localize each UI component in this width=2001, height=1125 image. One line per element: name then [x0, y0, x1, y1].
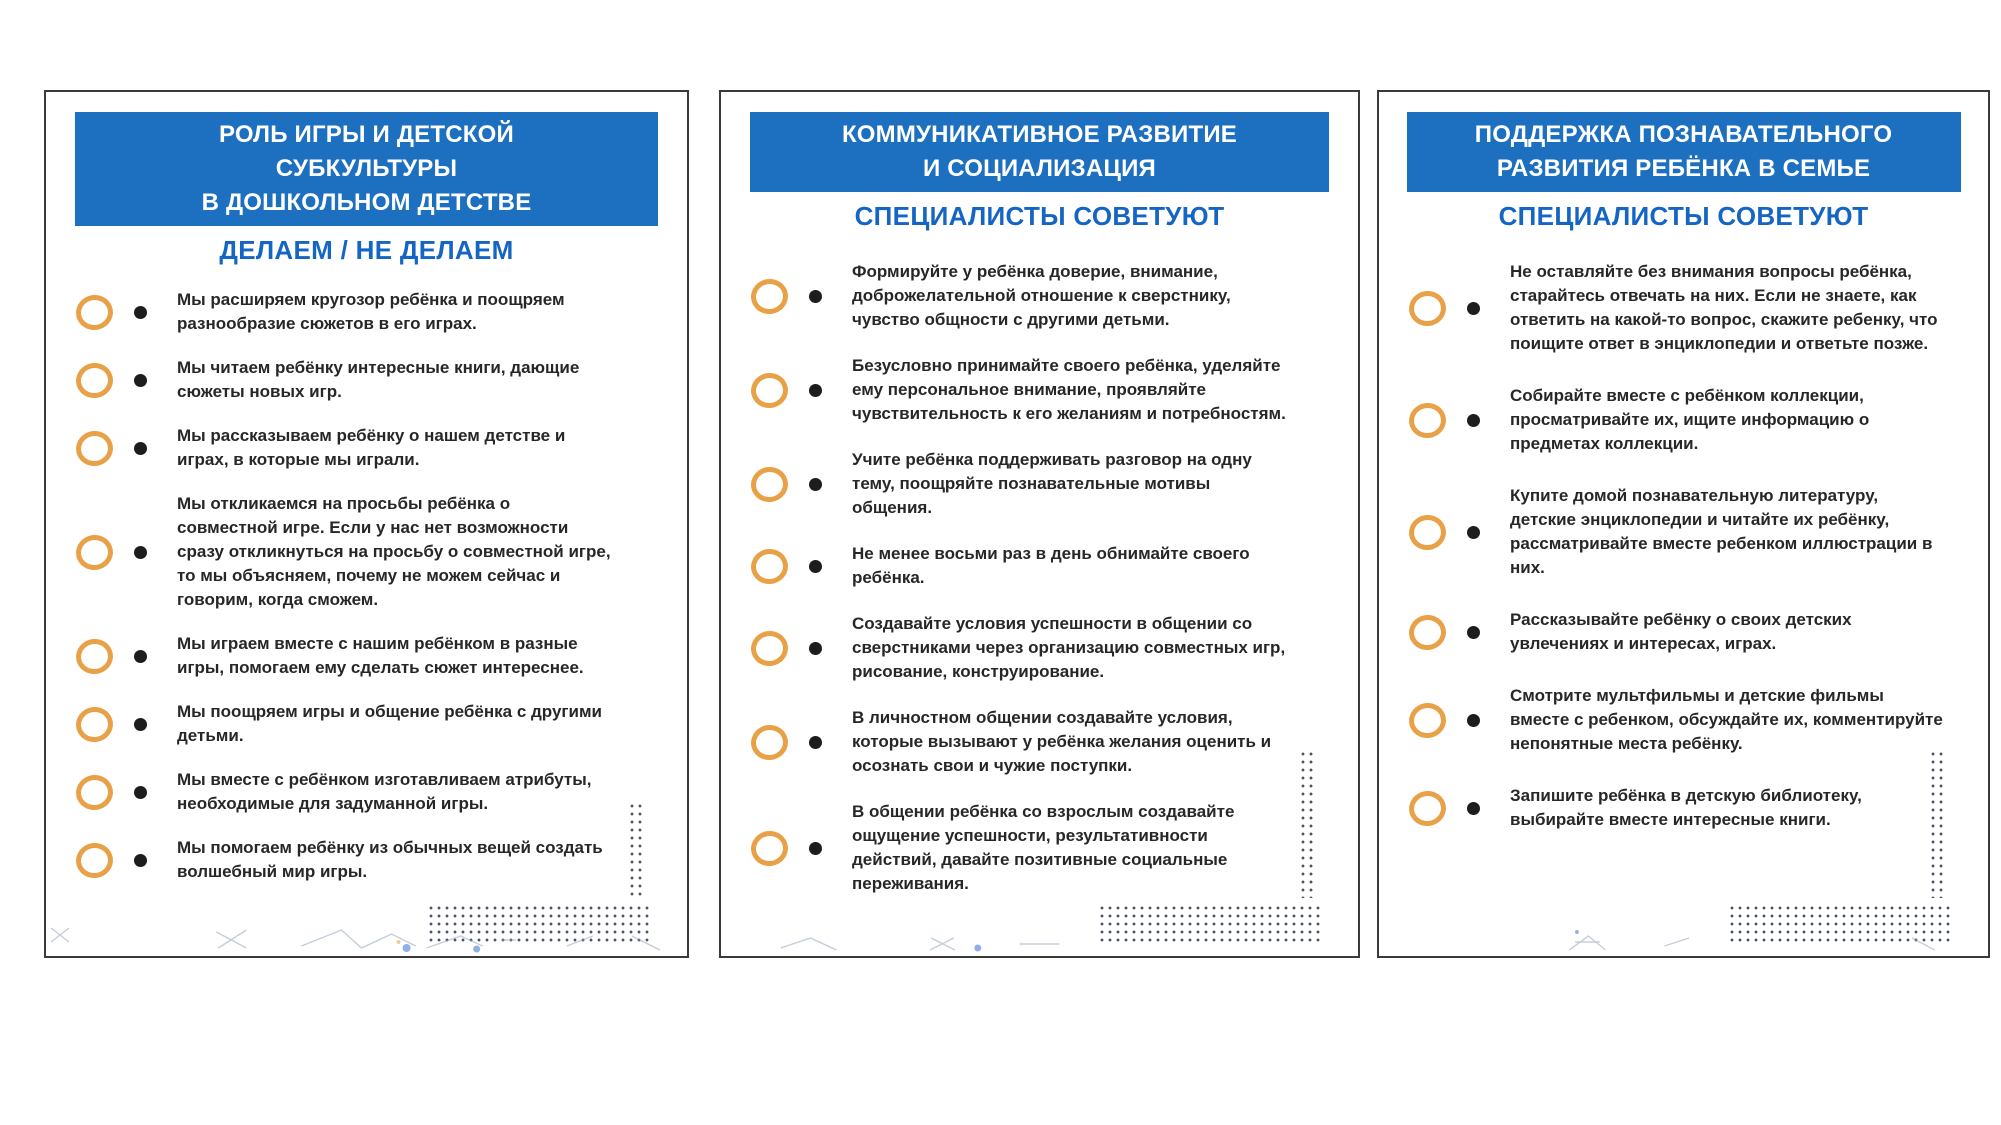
item-text: Формируйте у ребёнка доверие, внимание, доброжелательной отношение к сверстнику, чувство общности с другими детьми. — [852, 262, 1231, 329]
item-text: Мы рассказываем ребёнку о нашем детстве и играх, в которые мы играли. — [177, 426, 566, 469]
circle-outline-icon — [74, 360, 116, 400]
item-text: Безусловно принимайте своего ребёнка, уделяйте ему персональное внимание, проявляйте чувствительность к его желаниям и потребностям. — [852, 356, 1286, 423]
dot-icon — [809, 736, 822, 749]
circle-outline-icon — [74, 532, 116, 572]
circle-outline-icon — [1407, 400, 1449, 440]
dot-icon — [1467, 526, 1480, 539]
item-text: Учите ребёнка поддерживать разговор на одну тему, поощряйте познавательные мотивы общения. — [852, 450, 1252, 517]
dotted-grid-decoration — [1927, 748, 1944, 898]
item-marker — [76, 639, 177, 674]
list-item — [76, 768, 687, 816]
faint-sketch-decoration — [1379, 918, 1988, 954]
item-text: Собирайте вместе с ребёнком коллекции, просматривайте их, ищите информацию о предметах коллекции. — [1510, 386, 1870, 453]
item-marker — [76, 535, 177, 570]
dot-icon — [134, 374, 147, 387]
circle-outline-icon — [749, 370, 791, 410]
card-title-banner — [75, 112, 657, 226]
item-text: Смотрите мультфильмы и детские фильмы вместе с ребенком, обсуждайте их, комментируйте непонятные места ребёнку. — [1510, 686, 1943, 753]
item-marker — [76, 363, 177, 398]
list-item — [751, 612, 1358, 684]
item-text: В общении ребёнка со взрослым создавайте ощущение успешности, результативности действий, давайте позитивные социальные переживания. — [852, 802, 1235, 893]
list-item — [76, 836, 687, 884]
list-item — [1409, 684, 1988, 756]
dot-icon — [809, 560, 822, 573]
item-text: Купите домой познавательную литературу, детские энциклопедии и читайте их ребёнку, рассматривайте вместе ребенком иллюстрации в них. — [1510, 486, 1933, 577]
dot-icon — [809, 384, 822, 397]
list-item — [751, 706, 1358, 778]
dot-icon — [134, 546, 147, 559]
list-item — [76, 288, 687, 336]
dotted-grid-decoration — [626, 800, 643, 900]
item-text: Не менее восьми раз в день обнимайте своего ребёнка. — [852, 544, 1250, 587]
item-text: Мы помогаем ребёнку из обычных вещей создать волшебный мир игры. — [177, 838, 603, 881]
circle-outline-icon — [749, 546, 791, 586]
circle-outline-icon — [1407, 788, 1449, 828]
circle-outline-icon — [1407, 512, 1449, 552]
dot-icon — [1467, 414, 1480, 427]
circle-outline-icon — [74, 292, 116, 332]
dot-icon — [134, 718, 147, 731]
dot-icon — [1467, 714, 1480, 727]
list-item — [76, 424, 687, 472]
item-marker — [1409, 291, 1510, 326]
item-marker — [1409, 615, 1510, 650]
item-marker — [76, 707, 177, 742]
item-marker — [1409, 403, 1510, 438]
card-cognitive-support — [1377, 90, 1990, 958]
title-line: ПОДДЕРЖКА ПОЗНАВАТЕЛЬНОГО — [1474, 121, 1893, 148]
item-marker — [751, 725, 852, 760]
list-item — [76, 700, 687, 748]
dot-icon — [809, 642, 822, 655]
list-item — [76, 356, 687, 404]
title-line: РОЛЬ ИГРЫ И ДЕТСКОЙ — [219, 121, 514, 148]
dot-icon — [134, 854, 147, 867]
item-marker — [751, 549, 852, 584]
item-marker — [751, 831, 852, 866]
advice-list — [721, 260, 1358, 896]
circle-outline-icon — [749, 464, 791, 504]
list-item — [76, 492, 687, 612]
title-line: КОММУНИКАТИВНОЕ РАЗВИТИЕ — [841, 121, 1238, 148]
circle-outline-icon — [749, 276, 791, 316]
item-text: Создавайте условия успешности в общении со сверстниками через организацию совместных игр, рисование, конструирование. — [852, 614, 1286, 681]
list-item — [751, 800, 1358, 896]
dot-icon — [809, 842, 822, 855]
dot-icon — [134, 306, 147, 319]
item-text: Мы играем вместе с нашим ребёнком в разные игры, помогаем ему сделать сюжет интереснее. — [177, 634, 584, 677]
list-item — [1409, 384, 1988, 456]
faint-sketch-decoration — [46, 918, 687, 954]
list-item — [76, 632, 687, 680]
dot-icon — [809, 290, 822, 303]
item-text: Мы поощряем игры и общение ребёнка с другими детьми. — [177, 702, 602, 745]
card-subtitle: СПЕЦИАЛИСТЫ СОВЕТУЮТ — [854, 201, 1225, 231]
item-marker — [76, 775, 177, 810]
list-item — [751, 354, 1358, 426]
circle-outline-icon — [74, 772, 116, 812]
title-line: РАЗВИТИЯ РЕБЁНКА В СЕМЬЕ — [1496, 155, 1871, 182]
item-marker — [76, 431, 177, 466]
list-item — [1409, 608, 1988, 656]
dot-icon — [134, 442, 147, 455]
dotted-grid-decoration — [1297, 748, 1314, 898]
title-line: В ДОШКОЛЬНОМ ДЕТСТВЕ — [201, 189, 532, 216]
item-marker — [76, 295, 177, 330]
item-text: Мы расширяем кругозор ребёнка и поощряем разнообразие сюжетов в его играх. — [177, 290, 565, 333]
advice-list — [46, 288, 687, 884]
circle-outline-icon — [74, 636, 116, 676]
dot-icon — [1467, 626, 1480, 639]
item-text: Не оставляйте без внимания вопросы ребёнка, старайтесь отвечать на них. Если не знаете, как ответить на какой-то вопрос, скажите ребенку, что поищите ответ в энциклопедии и ответьте позже. — [1510, 262, 1938, 353]
list-item — [751, 448, 1358, 520]
item-text: Мы вместе с ребёнком изготавливаем атрибуты, необходимые для задуманной игры. — [177, 770, 592, 813]
item-marker — [1409, 703, 1510, 738]
circle-outline-icon — [74, 840, 116, 880]
dot-icon — [809, 478, 822, 491]
card-communication — [719, 90, 1360, 958]
circle-outline-icon — [749, 628, 791, 668]
title-line: И СОЦИАЛИЗАЦИЯ — [922, 155, 1156, 182]
title-line: СУБКУЛЬТУРЫ — [275, 155, 458, 182]
circle-outline-icon — [1407, 700, 1449, 740]
card-title-banner — [1407, 112, 1961, 192]
item-marker — [1409, 791, 1510, 826]
item-marker — [751, 631, 852, 666]
circle-outline-icon — [74, 428, 116, 468]
list-item — [751, 260, 1358, 332]
dot-icon — [134, 650, 147, 663]
dot-icon — [1467, 302, 1480, 315]
item-marker — [1409, 515, 1510, 550]
item-text: Запишите ребёнка в детскую библиотеку, выбирайте вместе интересные книги. — [1510, 786, 1862, 829]
circle-outline-icon — [749, 722, 791, 762]
item-marker — [751, 279, 852, 314]
advice-list — [1379, 260, 1988, 832]
dot-icon — [134, 786, 147, 799]
list-item — [1409, 784, 1988, 832]
item-marker — [751, 467, 852, 502]
circle-outline-icon — [749, 828, 791, 868]
circle-outline-icon — [74, 704, 116, 744]
circle-outline-icon — [1407, 288, 1449, 328]
faint-sketch-decoration — [721, 918, 1358, 954]
item-text: Мы читаем ребёнку интересные книги, дающие сюжеты новых игр. — [177, 358, 580, 401]
item-marker — [76, 843, 177, 878]
card-subtitle: ДЕЛАЕМ / НЕ ДЕЛАЕМ — [219, 235, 514, 265]
list-item — [1409, 484, 1988, 580]
card-title-banner — [750, 112, 1329, 192]
dot-icon — [1467, 802, 1480, 815]
card-subtitle: СПЕЦИАЛИСТЫ СОВЕТУЮТ — [1498, 201, 1869, 231]
item-text: В личностном общении создавайте условия, которые вызывают у ребёнка желания оценить и осознать свои и чужие поступки. — [852, 708, 1272, 775]
circle-outline-icon — [1407, 612, 1449, 652]
card-role-of-play — [44, 90, 689, 958]
list-item — [751, 542, 1358, 590]
item-marker — [751, 373, 852, 408]
item-text: Мы откликаемся на просьбы ребёнка о совместной игре. Если у нас нет возможности сразу откликнуться на просьбу о совместной игре, то мы объясняем, почему не можем сейчас и говорим, когда сможем. — [177, 494, 611, 609]
item-text: Рассказывайте ребёнку о своих детских увлечениях и интересах, играх. — [1510, 610, 1852, 653]
list-item — [1409, 260, 1988, 356]
